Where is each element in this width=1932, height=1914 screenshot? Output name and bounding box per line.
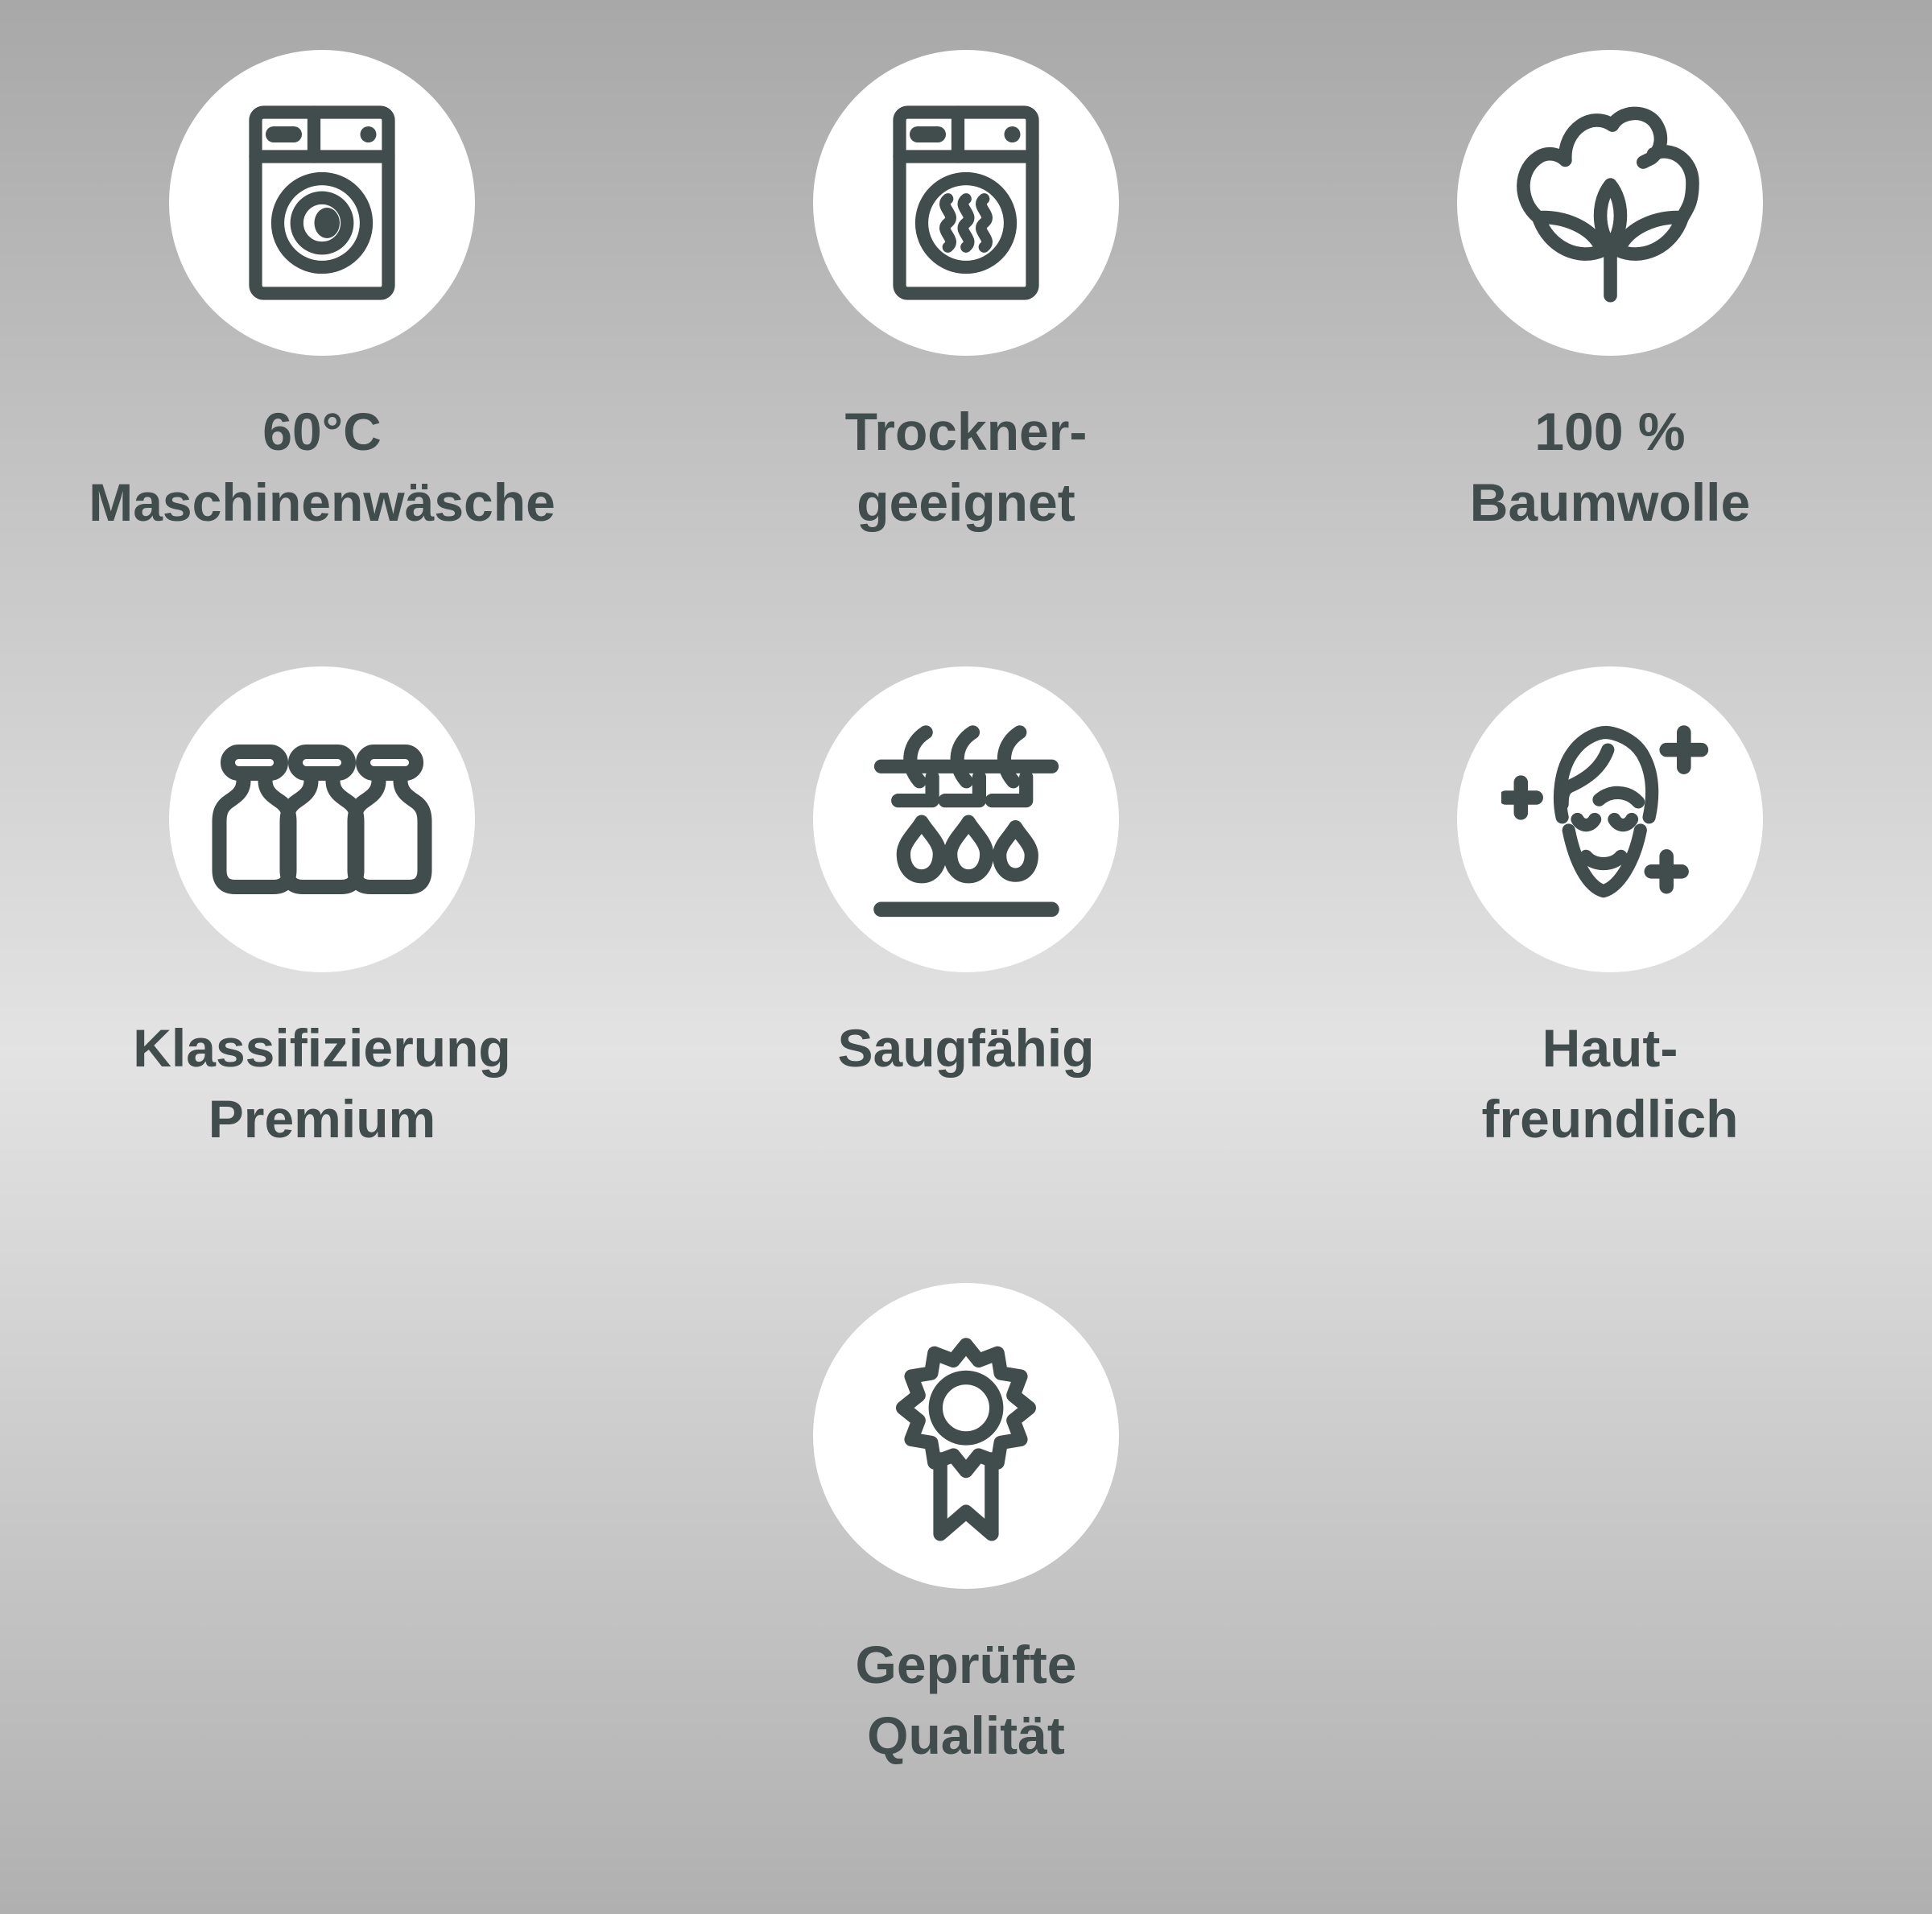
feature-label-line: Geprüfte <box>855 1635 1077 1694</box>
feature-circle <box>1457 50 1763 356</box>
feature-circle <box>813 666 1119 972</box>
feature-label <box>845 396 1088 538</box>
face-sparkle-icon <box>1501 711 1719 928</box>
feature-absorbent <box>644 666 1288 1154</box>
feature-label-line: 60°C <box>262 402 382 461</box>
feature-label-line: 100 % <box>1534 402 1686 461</box>
feature-circle <box>169 50 475 356</box>
feature-machine-wash <box>0 50 644 538</box>
washing-machine-icon <box>221 102 423 303</box>
feature-label-line: Trockner- <box>844 402 1088 461</box>
award-ribbon-icon <box>849 1319 1083 1553</box>
feature-dryer-safe <box>644 50 1288 538</box>
feature-label-line: Maschinenwäsche <box>89 472 555 532</box>
feature-label-line: Qualität <box>867 1706 1065 1765</box>
feature-label-line: Baumwolle <box>1469 472 1751 532</box>
feature-label-line: freundlich <box>1481 1089 1739 1149</box>
feature-label-line: Saugfähig <box>837 1018 1095 1078</box>
milk-bottles-icon <box>201 699 443 940</box>
feature-circle <box>1457 666 1763 972</box>
feature-cotton <box>1288 50 1932 538</box>
feature-circle <box>169 666 475 972</box>
dryer-icon <box>865 102 1067 303</box>
absorbency-icon <box>860 713 1073 926</box>
feature-label <box>133 1013 510 1154</box>
feature-certified-quality <box>644 1283 1288 1771</box>
feature-classification-premium <box>0 666 644 1154</box>
cotton-flower-icon <box>1508 101 1713 306</box>
feature-label-line: Haut- <box>1542 1018 1678 1078</box>
feature-label <box>1481 1013 1738 1154</box>
feature-label-line: Klassifizierung <box>133 1018 511 1078</box>
feature-label <box>1470 396 1750 538</box>
feature-label-line: Premium <box>208 1089 436 1149</box>
feature-circle <box>813 50 1119 356</box>
feature-label-line: geeignet <box>857 472 1075 532</box>
feature-label <box>837 1013 1094 1154</box>
feature-label <box>89 396 555 538</box>
feature-label <box>855 1629 1076 1771</box>
feature-skin-friendly <box>1288 666 1932 1154</box>
feature-circle <box>813 1283 1119 1589</box>
